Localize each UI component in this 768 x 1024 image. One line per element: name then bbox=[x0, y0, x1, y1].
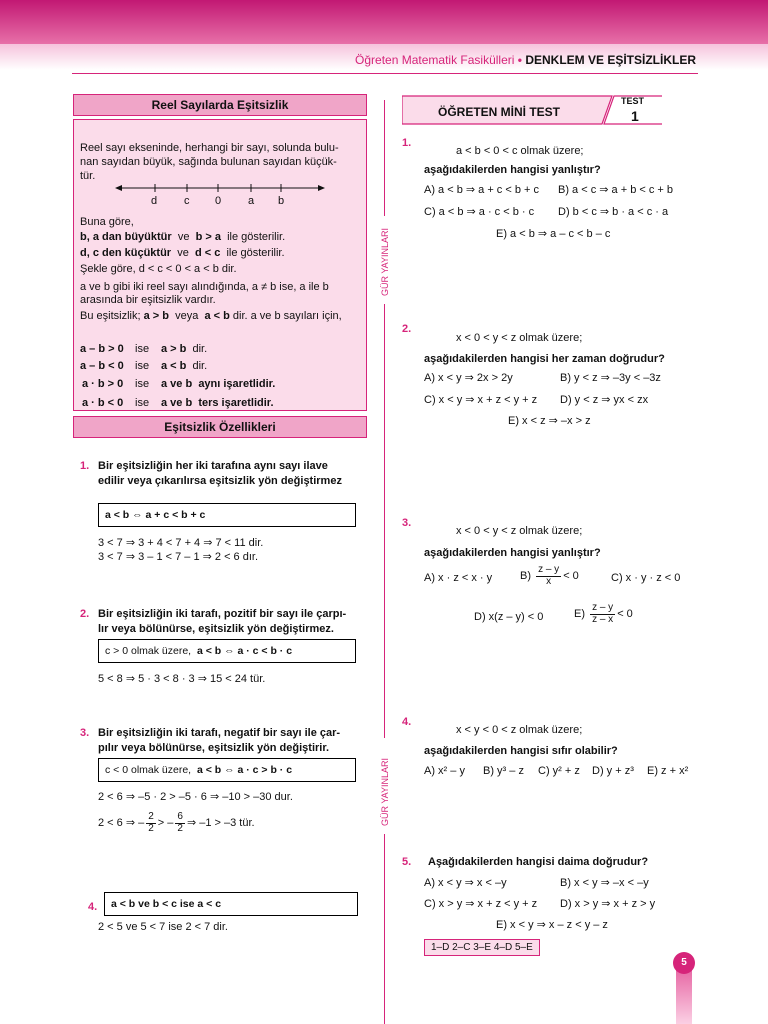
q3-option-e[interactable]: E) $\frac{z - y}{z - x}$ < 0 bbox=[574, 602, 633, 625]
tick-label-0: 0 bbox=[215, 195, 222, 207]
q4-option-b[interactable]: B) y³ – z bbox=[483, 765, 524, 777]
def-line-b-a: b, a dan büyüktür ve b > a ile gösterilir. bbox=[80, 231, 286, 243]
property-2-number: 2. bbox=[80, 608, 90, 620]
property-3-box: c < 0 olmak üzere, a < b ⇔ a · c > b · c bbox=[98, 758, 356, 782]
def-line-ab-1: a ve b gibi iki reel sayı alındığında, a ≠ b ise, a ile b bbox=[80, 281, 329, 293]
q1-question: aşağıdakilerden hangisi yanlıştır? bbox=[424, 164, 601, 176]
property-1-number: 1. bbox=[80, 460, 90, 472]
test-number: 1 bbox=[631, 108, 639, 124]
side-label-1: GÜR YAYINLARI bbox=[380, 227, 390, 296]
q2-option-d[interactable]: D) y < z ⇒ yx < zx bbox=[560, 394, 649, 406]
q2-question: aşağıdakilerden hangisi her zaman doğrudur? bbox=[424, 353, 665, 365]
def-line-ab-2: arasında bir eşitsizlik vardır. bbox=[80, 294, 216, 306]
rule-row-3: a · b > 0 ise a ve b aynı işaretlidir. bbox=[82, 378, 276, 390]
property-1-box: a < b ⇔ a + c < b + c bbox=[98, 503, 356, 527]
q3-given: x < 0 < y < z olmak üzere; bbox=[456, 525, 583, 537]
q5-option-b[interactable]: B) x < y ⇒ –x < –y bbox=[560, 877, 649, 889]
property-3-line-1: Bir eşitsizliğin iki tarafı, negatif bir sayı ile çar- bbox=[98, 727, 341, 739]
q3-question: aşağıdakilerden hangisi yanlıştır? bbox=[424, 547, 601, 559]
property-1-line-2: edilir veya çıkarılırsa eşitsizlik yön değiştirmez bbox=[98, 475, 342, 487]
tick-label-c: c bbox=[184, 195, 190, 207]
q4-question: aşağıdakilerden hangisi sıfır olabilir? bbox=[424, 745, 618, 757]
q2-number: 2. bbox=[402, 323, 412, 335]
section-title-ozellikler: Eşitsizlik Özellikleri bbox=[73, 416, 367, 438]
property-3-example-1: 2 < 6 ⇒ –5 · 2 > –5 · 6 ⇒ –10 > –30 dur. bbox=[98, 791, 293, 803]
side-rule-top bbox=[384, 100, 385, 216]
q3-option-d[interactable]: D) x(z – y) < 0 bbox=[474, 611, 544, 623]
q5-option-e[interactable]: E) x < y ⇒ x – z < y – z bbox=[496, 919, 608, 931]
section-title-reel: Reel Sayılarda Eşitsizlik bbox=[73, 94, 367, 116]
q2-option-c[interactable]: C) x < y ⇒ x + z < y + z bbox=[424, 394, 538, 406]
property-2-example: 5 < 8 ⇒ 5 · 3 < 8 · 3 ⇒ 15 < 24 tür. bbox=[98, 673, 266, 685]
property-4-number: 4. bbox=[88, 901, 98, 913]
rule-row-2: a – b < 0 ise a < b dir. bbox=[80, 360, 208, 372]
test-tag: TEST bbox=[621, 96, 645, 106]
property-2-box: c > 0 olmak üzere, a < b ⇔ a · c < b · c bbox=[98, 639, 356, 663]
test-header bbox=[402, 94, 662, 126]
q1-option-b[interactable]: B) a < c ⇒ a + b < c + b bbox=[558, 184, 674, 196]
q2-option-a[interactable]: A) x < y ⇒ 2x > 2y bbox=[424, 372, 513, 384]
rule-row-1: a – b > 0 ise a > b dir. bbox=[80, 343, 208, 355]
property-4-example: 2 < 5 ve 5 < 7 ise 2 < 7 dir. bbox=[98, 921, 228, 933]
property-2-line-1: Bir eşitsizliğin iki tarafı, pozitif bir sayı ile çarpı- bbox=[98, 608, 347, 620]
q5-question: Aşağıdakilerden hangisi daima doğrudur? bbox=[428, 856, 649, 868]
page-number: 5 bbox=[673, 952, 695, 974]
q2-option-b[interactable]: B) y < z ⇒ –3y < –3z bbox=[560, 372, 661, 384]
property-1-line-1: Bir eşitsizliğin her iki tarafına aynı sayı ilave bbox=[98, 460, 328, 472]
q5-option-c[interactable]: C) x > y ⇒ x + z < y + z bbox=[424, 898, 538, 910]
def-line-d-c: d, c den küçüktür ve d < c ile gösterilir. bbox=[80, 247, 285, 259]
q2-given: x < 0 < y < z olmak üzere; bbox=[456, 332, 583, 344]
buna-gore: Buna göre, bbox=[80, 216, 134, 228]
property-3-line-2: pılır veya bölünürse, eşitsizlik yön değiştirir. bbox=[98, 742, 330, 754]
property-4-box: a < b ve b < c ise a < c bbox=[104, 892, 358, 916]
q4-option-d[interactable]: D) y + z³ bbox=[592, 765, 634, 777]
q1-option-c[interactable]: C) a < b ⇒ a · c < b · c bbox=[424, 206, 535, 218]
side-strip bbox=[380, 100, 390, 1024]
q4-option-e[interactable]: E) z + x² bbox=[647, 765, 689, 777]
q5-option-d[interactable]: D) x > y ⇒ x + z > y bbox=[560, 898, 656, 910]
q4-option-a[interactable]: A) x² – y bbox=[424, 765, 465, 777]
q3-option-c[interactable]: C) x · y · z < 0 bbox=[611, 572, 681, 584]
property-2-line-2: lır veya bölünürse, eşitsizlik yön değiştirmez. bbox=[98, 623, 334, 635]
intro-line-3: tür. bbox=[80, 170, 96, 182]
side-rule-mid bbox=[384, 304, 385, 738]
q3-option-b[interactable]: B) $\frac{z - y}{x}$ < 0 bbox=[520, 564, 579, 587]
q5-number: 5. bbox=[402, 856, 412, 868]
q1-option-d[interactable]: D) b < c ⇒ b · a < c · a bbox=[558, 206, 669, 218]
property-1-example-1: 3 < 7 ⇒ 3 + 4 < 7 + 4 ⇒ 7 < 11 dir. bbox=[98, 537, 264, 549]
intro-line-2: nan sayıdan büyük, sağında bulunan sayıdan küçük- bbox=[80, 156, 337, 168]
property-3-number: 3. bbox=[80, 727, 90, 739]
header-band bbox=[0, 0, 768, 44]
q1-number: 1. bbox=[402, 137, 412, 149]
q2-option-e[interactable]: E) x < z ⇒ –x > z bbox=[508, 415, 591, 427]
side-label-2: GÜR YAYINLARI bbox=[380, 757, 390, 826]
property-3-example-2: 2 < 6 ⇒ – $\frac{2}{2}$ > – $\frac{6}{2}$ ⇒ –1 > –3 tür. bbox=[98, 811, 255, 834]
tick-label-b: b bbox=[278, 195, 285, 207]
q1-given: a < b < 0 < c olmak üzere; bbox=[456, 145, 584, 157]
q1-option-e[interactable]: E) a < b ⇒ a – c < b – c bbox=[496, 228, 611, 240]
q3-number: 3. bbox=[402, 517, 412, 529]
q5-option-a[interactable]: A) x < y ⇒ x < –y bbox=[424, 877, 507, 889]
running-header: Öğreten Matematik Fasikülleri • DENKLEM VE EŞİTSİZLİKLER bbox=[355, 53, 696, 67]
q4-option-c[interactable]: C) y² + z bbox=[538, 765, 580, 777]
tick-label-d: d bbox=[151, 195, 158, 207]
q4-given: x < y < 0 < z olmak üzere; bbox=[456, 724, 583, 736]
def-line-ineq: Bu eşitsizlik; a > b veya a < b dir. a ve b sayıları için, bbox=[80, 310, 342, 322]
header-rule bbox=[72, 73, 698, 74]
rule-row-4: a · b < 0 ise a ve b ters işaretlidir. bbox=[82, 397, 274, 409]
answer-key: 1–D 2–C 3–E 4–D 5–E bbox=[424, 939, 540, 956]
q4-number: 4. bbox=[402, 716, 412, 728]
property-1-example-2: 3 < 7 ⇒ 3 – 1 < 7 – 1 ⇒ 2 < 6 dır. bbox=[98, 551, 259, 563]
q3-option-a[interactable]: A) x · z < x · y bbox=[424, 572, 493, 584]
def-line-order: Şekle göre, d < c < 0 < a < b dir. bbox=[80, 263, 237, 275]
side-rule-bottom bbox=[384, 834, 385, 1024]
q1-option-a[interactable]: A) a < b ⇒ a + c < b + c bbox=[424, 184, 540, 196]
tick-label-a: a bbox=[248, 195, 255, 207]
intro-line-1: Reel sayı ekseninde, herhangi bir sayı, solunda bulu- bbox=[80, 142, 339, 154]
test-title: ÖĞRETEN MİNİ TEST bbox=[438, 105, 561, 119]
